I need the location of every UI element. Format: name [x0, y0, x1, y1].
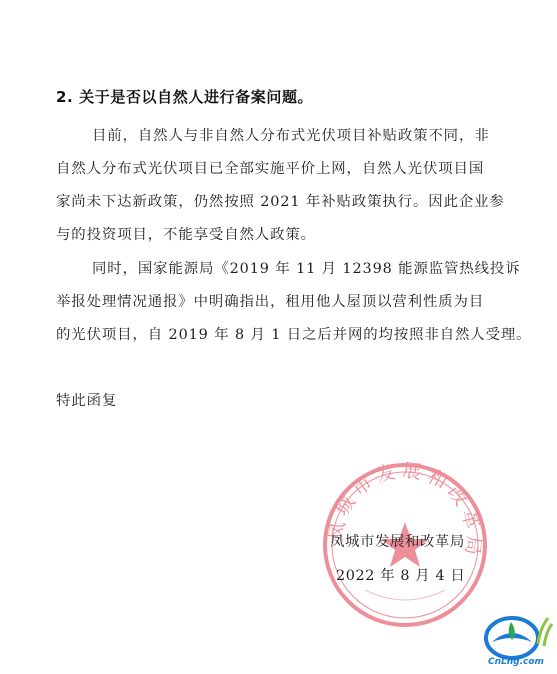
paragraph-1-line-2: 自然人分布式光伏项目已全部实施平价上网，自然人光伏项目国 [56, 161, 485, 177]
paragraph-1-line-4: 与的投资项目，不能享受自然人政策。 [56, 227, 316, 243]
paragraph-2-line-3: 的光伏项目，自 2019 年 8 月 1 日之后并网的均按照非自然人受理。 [56, 327, 532, 343]
paragraph-2-line-1: 同时，国家能源局《2019 年 11 月 12398 能源监管热线投诉 [92, 261, 521, 277]
watermark-logo-text: CnLng.com [488, 657, 544, 667]
svg-text:凤城市发展和改革局: 凤城市发展和改革局 [325, 460, 485, 562]
signature-date: 2022 年 8 月 4 日 [336, 568, 466, 584]
paragraph-1-line-1: 目前，自然人与非自然人分布式光伏项目补贴政策不同，非 [92, 128, 490, 144]
paragraph-2-line-2: 举报处理情况通报》中明确指出，租用他人屋顶以营利性质为目 [56, 294, 485, 310]
paragraph-1-line-3: 家尚未下达新政策，仍然按照 2021 年补贴政策执行。因此企业参 [56, 194, 505, 210]
section-heading: 2. 关于是否以自然人进行备案问题。 [56, 88, 314, 106]
signature-organization: 凤城市发展和改革局 [330, 534, 465, 550]
closing-text: 特此函复 [56, 393, 118, 409]
